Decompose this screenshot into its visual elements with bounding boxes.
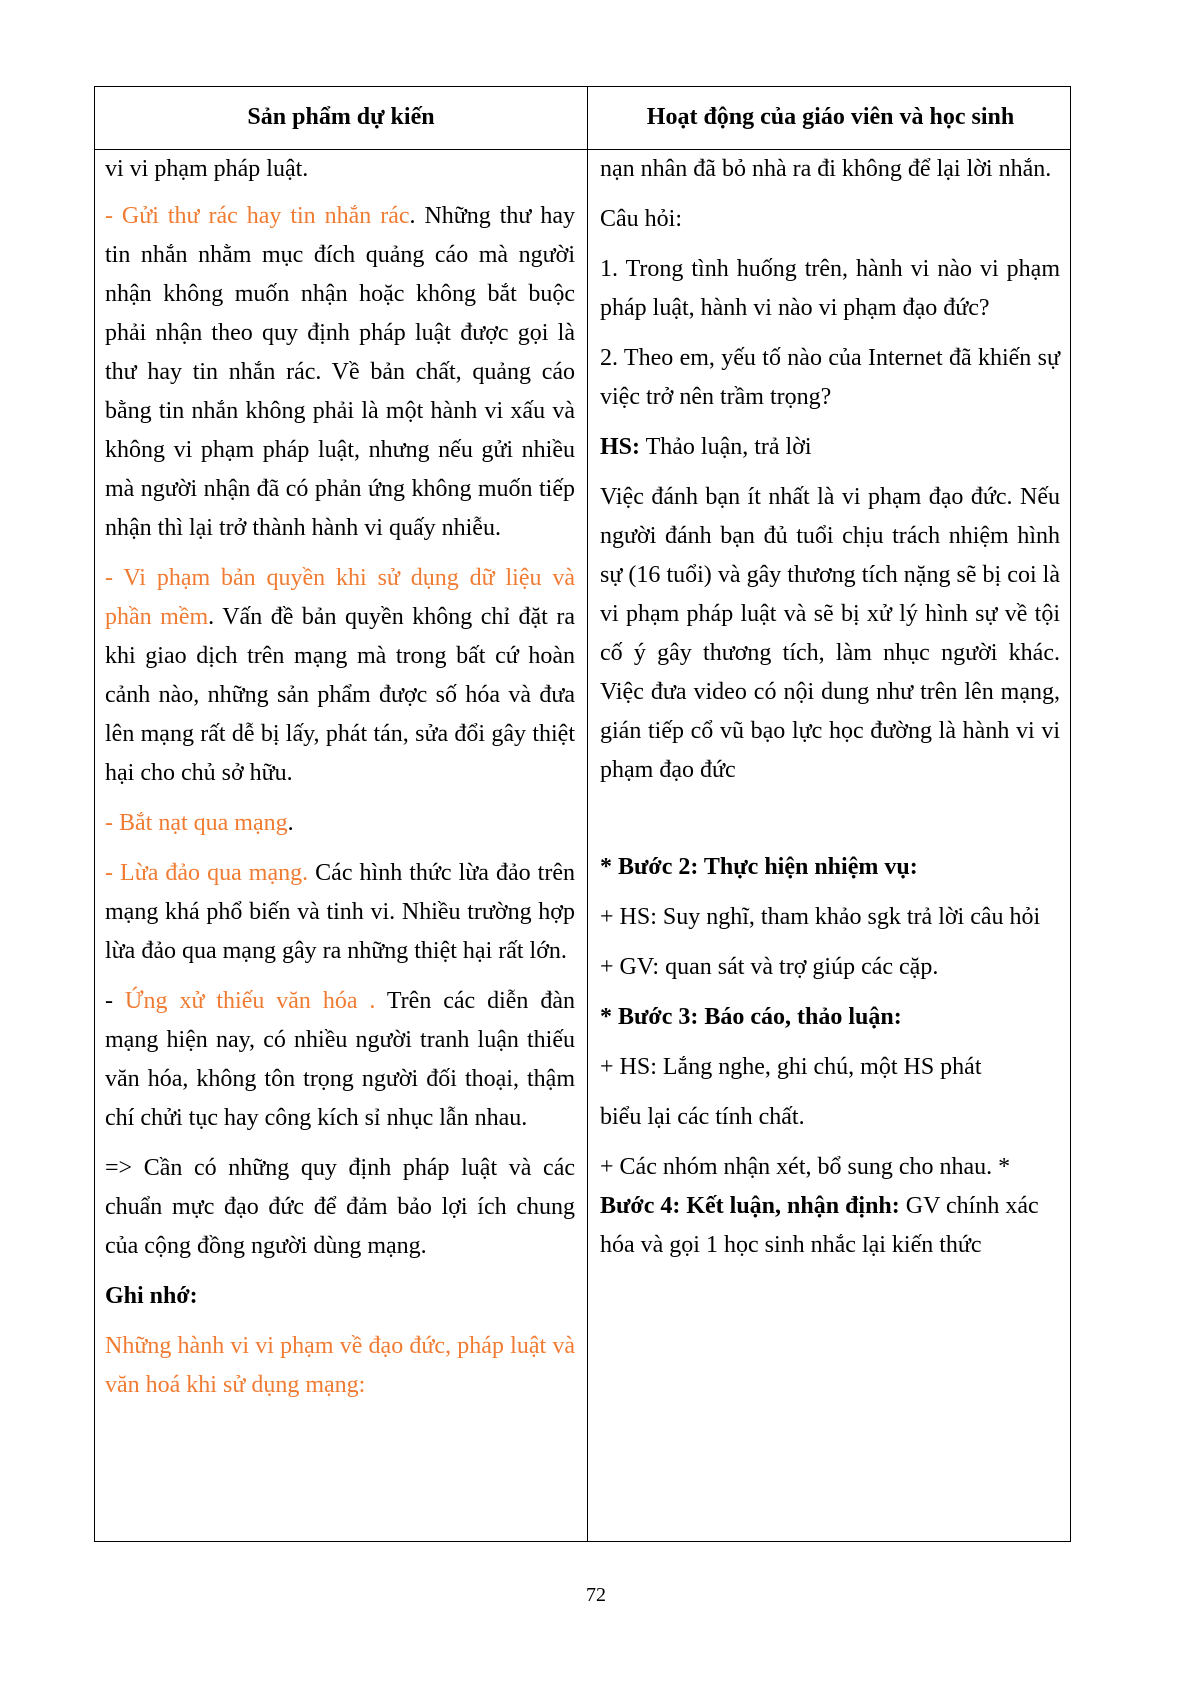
remember-heading: Ghi nhớ: bbox=[105, 1283, 198, 1309]
column-divider bbox=[587, 87, 588, 1541]
left-paragraph-fraud: - Lừa đảo qua mạng. Các hình thức lừa đảo trên mạng khá phổ biến và tinh vi. Nhiều trường hợp lừa đảo qua mạng gây ra những thiệt hại rất lớn. bbox=[105, 860, 575, 964]
question-1: 1. Trong tình huống trên, hành vi nào vi phạm pháp luật, hành vi nào vi phạm đạo đức? bbox=[600, 256, 1060, 321]
header-teacher-student-activities: Hoạt động của giáo viên và học sinh bbox=[646, 104, 1015, 130]
right-paragraph: nạn nhân đã bỏ nhà ra đi không để lại lời nhắn. bbox=[600, 156, 1052, 182]
header-expected-products: Sản phẩm dự kiến bbox=[247, 104, 435, 130]
step-2-teacher: + GV: quan sát và trợ giúp các cặp. bbox=[600, 954, 939, 980]
left-paragraph-spam: - Gửi thư rác hay tin nhắn rác. Những thư hay tin nhắn nhằm mục đích quảng cáo mà người nhận không muốn nhận hoặc không bắt buộc phải nhận theo quy định pháp luật được gọi là thư hay tin nhắn rác. Về bản chất, quảng cáo bằng tin nhắn không phải là một hành vi xấu và không vi phạm pháp luật, nhưng nếu gửi nhiều mà người nhận đã có phản ứng không muốn tiếp nhận thì lại trở thành hành vi quấy nhiễu. bbox=[105, 203, 575, 541]
table-header-row bbox=[95, 87, 1070, 150]
left-paragraph-copyright: - Vi phạm bản quyền khi sử dụng dữ liệu và phần mềm. Vấn đề bản quyền không chỉ đặt ra khi giao dịch trên mạng mà trong bất cứ hoàn cảnh nào, những sản phẩm được số hóa và đưa lên mạng rất dễ bị lấy, phát tán, sửa đổi gây thiệt hại cho chủ sở hữu. bbox=[105, 565, 576, 786]
answer-paragraph: Việc đánh bạn ít nhất là vi phạm đạo đức. Nếu người đánh bạn đủ tuổi chịu trách nhiệm hình sự (16 tuổi) và gây thương tích nặng sẽ bị coi là vi phạm pháp luật và sẽ bị xử lý hình sự về tội cố ý gây thương tích, làm nhục người khác. Việc đưa video có nội dung như trên lên mạng, gián tiếp cổ vũ bạo lực học đường là hành vi vi phạm đạo đức bbox=[600, 484, 1060, 783]
spam-heading: - Gửi thư rác hay tin nhắn rác bbox=[105, 203, 410, 229]
question-2: 2. Theo em, yếu tố nào của Internet đã khiến sự việc trở nên trầm trọng? bbox=[600, 345, 1060, 410]
left-paragraph-bullying: - Bắt nạt qua mạng. bbox=[105, 810, 294, 836]
fraud-heading: - Lừa đảo qua mạng. bbox=[105, 860, 309, 886]
step-3-student: + HS: Lắng nghe, ghi chú, một HS phát bbox=[600, 1054, 982, 1080]
step-3-student-cont: biểu lại các tính chất. bbox=[600, 1104, 805, 1130]
right-column bbox=[600, 150, 1060, 1276]
question-heading: Câu hỏi: bbox=[600, 206, 682, 232]
uncivil-heading: Ứng xử thiếu văn hóa . bbox=[124, 988, 376, 1014]
content-table bbox=[94, 86, 1071, 1542]
step-2-student: + HS: Suy nghĩ, tham khảo sgk trả lời câu hỏi bbox=[600, 904, 1041, 930]
step-3-groups: + Các nhóm nhận xét, bổ sung cho nhau. * bbox=[600, 1154, 1011, 1180]
copyright-heading: - Vi phạm bản quyền khi sử dụng dữ liệu và phần mềm bbox=[105, 565, 575, 630]
step-4: Bước 4: Kết luận, nhận định: GV chính xác hóa và gọi 1 học sinh nhắc lại kiến thức bbox=[600, 1193, 1039, 1258]
left-paragraph-conclusion: => Cần có những quy định pháp luật và các chuẩn mực đạo đức để đảm bảo lợi ích chung của cộng đồng người dùng mạng. bbox=[105, 1155, 575, 1259]
left-paragraph-uncivil: - Ứng xử thiếu văn hóa . Trên các diễn đàn mạng hiện nay, có nhiều người tranh luận thiếu văn hóa, không tôn trọng người đối thoại, thậm chí chửi tục hay công kích sỉ nhục lẫn nhau. bbox=[105, 988, 575, 1131]
step-2-heading: * Bước 2: Thực hiện nhiệm vụ: bbox=[600, 854, 918, 880]
remember-text: Những hành vi vi phạm về đạo đức, pháp luật và văn hoá khi sử dụng mạng: bbox=[105, 1333, 575, 1398]
page-number: 72 bbox=[586, 1584, 606, 1606]
student-discussion: HS: Thảo luận, trả lời bbox=[600, 434, 812, 460]
bullying-heading: - Bắt nạt qua mạng bbox=[105, 810, 288, 836]
left-column bbox=[105, 150, 575, 1416]
step-3-heading: * Bước 3: Báo cáo, thảo luận: bbox=[600, 1004, 902, 1030]
left-paragraph: vi vi phạm pháp luật. bbox=[105, 156, 309, 182]
